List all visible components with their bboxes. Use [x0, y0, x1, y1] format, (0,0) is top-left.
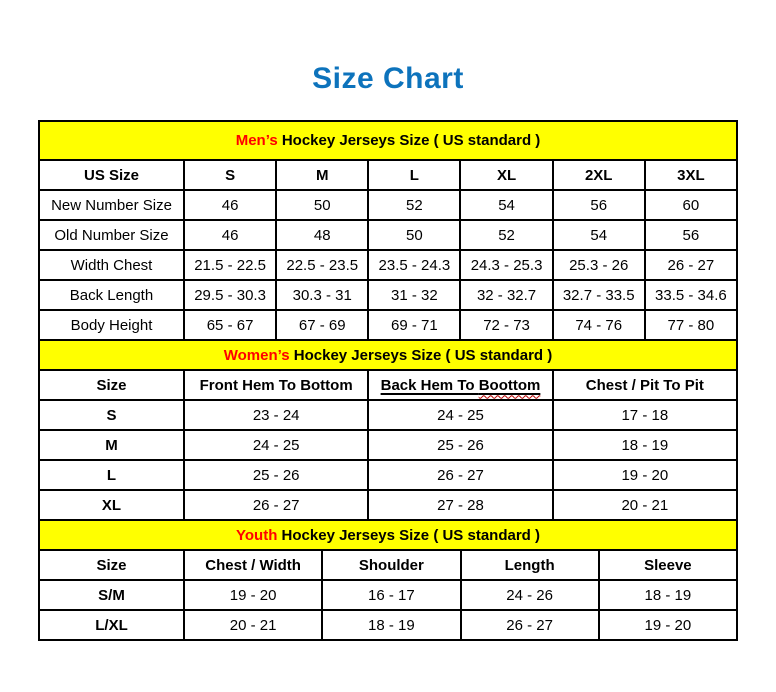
size-value-cell: 25.3 - 26: [553, 250, 645, 280]
row-label-body-height: Body Height: [39, 310, 184, 340]
size-value-cell: 65 - 67: [184, 310, 276, 340]
underlined-header-text: Back Hem To Boottom: [380, 376, 541, 394]
size-value-cell: 23 - 24: [184, 400, 368, 430]
row-label-back-length: Back Length: [39, 280, 184, 310]
mens-table-row: [39, 280, 737, 310]
page-title: Size Chart: [312, 62, 464, 95]
womens-section-caption: Women’s Hockey Jerseys Size ( US standard ): [39, 340, 737, 370]
row-label-l: L: [39, 460, 184, 490]
row-label-xl: XL: [39, 490, 184, 520]
row-label-s-m: S/M: [39, 580, 184, 610]
size-value-cell: 74 - 76: [553, 310, 645, 340]
size-value-cell: 19 - 20: [184, 580, 322, 610]
size-value-cell: 24 - 26: [461, 580, 599, 610]
column-header-s: S: [184, 160, 276, 190]
size-value-cell: 30.3 - 31: [276, 280, 368, 310]
size-value-cell: 29.5 - 30.3: [184, 280, 276, 310]
column-header-l: L: [368, 160, 460, 190]
mens-table-row: [39, 220, 737, 250]
mens-table-row: [39, 250, 737, 280]
size-value-cell: 77 - 80: [645, 310, 737, 340]
size-value-cell: 18 - 19: [322, 610, 460, 640]
column-header-size: Size: [39, 550, 184, 580]
size-value-cell: 50: [368, 220, 460, 250]
row-label-l-xl: L/XL: [39, 610, 184, 640]
column-header-3xl: 3XL: [645, 160, 737, 190]
size-value-cell: 69 - 71: [368, 310, 460, 340]
youth-section-caption: Youth Hockey Jerseys Size ( US standard ): [39, 520, 737, 550]
column-header-front-hem-to-bottom: Front Hem To Bottom: [184, 370, 368, 400]
size-value-cell: 56: [553, 190, 645, 220]
size-value-cell: 32.7 - 33.5: [553, 280, 645, 310]
size-value-cell: 20 - 21: [184, 610, 322, 640]
size-value-cell: 50: [276, 190, 368, 220]
size-value-cell: 46: [184, 220, 276, 250]
womens-table-row: [39, 460, 737, 490]
size-value-cell: 26 - 27: [184, 490, 368, 520]
size-value-cell: 48: [276, 220, 368, 250]
youth-size-table: [38, 519, 738, 641]
row-label-old-number-size: Old Number Size: [39, 220, 184, 250]
row-label-new-number-size: New Number Size: [39, 190, 184, 220]
size-value-cell: 26 - 27: [368, 460, 552, 490]
column-header-size: Size: [39, 370, 184, 400]
size-tables: [38, 120, 738, 641]
column-header-2xl: 2XL: [553, 160, 645, 190]
size-value-cell: 25 - 26: [368, 430, 552, 460]
size-value-cell: 33.5 - 34.6: [645, 280, 737, 310]
youth-caption-highlight: Youth: [236, 526, 278, 544]
column-header-chest-pit-to-pit: Chest / Pit To Pit: [553, 370, 737, 400]
mens-size-table: [38, 120, 738, 341]
row-label-s: S: [39, 400, 184, 430]
size-value-cell: 31 - 32: [368, 280, 460, 310]
size-value-cell: 26 - 27: [461, 610, 599, 640]
size-value-cell: 26 - 27: [645, 250, 737, 280]
column-header-sleeve: Sleeve: [599, 550, 737, 580]
size-value-cell: 24 - 25: [184, 430, 368, 460]
mens-caption-highlight: Men’s: [235, 132, 278, 149]
size-value-cell: 52: [368, 190, 460, 220]
size-value-cell: 27 - 28: [368, 490, 552, 520]
size-value-cell: 17 - 18: [553, 400, 737, 430]
column-header-length: Length: [461, 550, 599, 580]
column-header-m: M: [276, 160, 368, 190]
size-value-cell: 20 - 21: [553, 490, 737, 520]
size-value-cell: 67 - 69: [276, 310, 368, 340]
row-label-width-chest: Width Chest: [39, 250, 184, 280]
size-value-cell: 18 - 19: [599, 580, 737, 610]
size-value-cell: 54: [460, 190, 552, 220]
column-header-chest-width: Chest / Width: [184, 550, 322, 580]
size-value-cell: 32 - 32.7: [460, 280, 552, 310]
size-value-cell: 19 - 20: [599, 610, 737, 640]
column-header-back-hem-to-boottom: [368, 370, 552, 400]
mens-table-row: [39, 310, 737, 340]
size-value-cell: 19 - 20: [553, 460, 737, 490]
column-header-xl: XL: [460, 160, 552, 190]
youth-table-row: [39, 610, 737, 640]
size-value-cell: 24 - 25: [368, 400, 552, 430]
size-value-cell: 25 - 26: [184, 460, 368, 490]
column-header-us-size: US Size: [39, 160, 184, 190]
womens-table-row: [39, 400, 737, 430]
size-value-cell: 21.5 - 22.5: [184, 250, 276, 280]
misspelled-word: Boottom: [478, 376, 541, 394]
size-value-cell: 72 - 73: [460, 310, 552, 340]
size-value-cell: 16 - 17: [322, 580, 460, 610]
youth-table-row: [39, 580, 737, 610]
mens-table-row: [39, 190, 737, 220]
mens-section-caption: Men’s Hockey Jerseys Size ( US standard ): [39, 121, 737, 160]
size-value-cell: 23.5 - 24.3: [368, 250, 460, 280]
womens-size-table: [38, 339, 738, 521]
size-value-cell: 46: [184, 190, 276, 220]
size-value-cell: 52: [460, 220, 552, 250]
size-value-cell: 54: [553, 220, 645, 250]
row-label-m: M: [39, 430, 184, 460]
womens-table-row: [39, 430, 737, 460]
size-value-cell: 24.3 - 25.3: [460, 250, 552, 280]
womens-table-row: [39, 490, 737, 520]
column-header-shoulder: Shoulder: [322, 550, 460, 580]
size-value-cell: 22.5 - 23.5: [276, 250, 368, 280]
size-value-cell: 60: [645, 190, 737, 220]
size-value-cell: 56: [645, 220, 737, 250]
size-value-cell: 18 - 19: [553, 430, 737, 460]
womens-caption-highlight: Women’s: [223, 346, 290, 364]
